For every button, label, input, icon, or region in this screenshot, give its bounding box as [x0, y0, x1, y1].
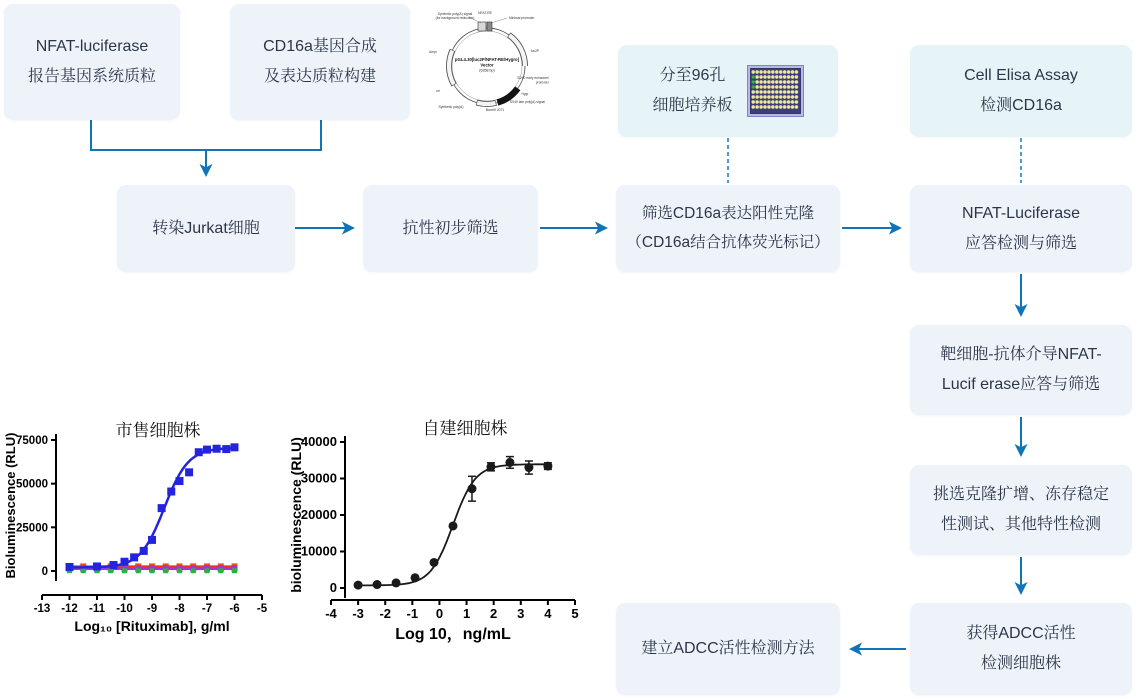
box-label: Lucif erase应答与筛选	[941, 376, 1101, 393]
box-label: 检测细胞株	[980, 655, 1061, 672]
box-label: 挑选克隆扩增、冻存稳定	[932, 486, 1109, 504]
box-label: 检测CD16a	[980, 97, 1062, 114]
box-label: 性测试、其他特性检测	[940, 516, 1101, 533]
svg-text:-9: -9	[146, 603, 158, 615]
svg-text:bioluminescence (RLU): bioluminescence (RLU)	[288, 437, 304, 593]
svg-text:SV40 early enhancer/: SV40 early enhancer/	[517, 76, 549, 80]
box-label: （CD16a结合抗体荧光标记）	[626, 233, 830, 251]
box-label: 及表达质粒构建	[263, 68, 376, 85]
chart-commercial-cell-line	[0, 400, 270, 640]
svg-text:-13: -13	[33, 603, 51, 615]
flow-box-clone-expansion	[910, 465, 1132, 555]
box-label: NFAT-luciferase	[35, 38, 149, 56]
box-label: 建立ADCC活性检测方法	[641, 640, 815, 658]
box-label: 分至96孔	[659, 67, 726, 85]
svg-text:1: 1	[462, 606, 471, 621]
flow-box-cell-elisa	[910, 45, 1132, 137]
svg-text:(for background reduction): (for background reduction)	[435, 16, 475, 20]
flow-box-obtain-adcc-cell-line	[910, 603, 1132, 695]
svg-text:3: 3	[517, 606, 525, 621]
svg-text:-10: -10	[116, 603, 133, 615]
svg-text:NFAT-RE: NFAT-RE	[478, 11, 492, 15]
svg-text:20000: 20000	[300, 507, 337, 522]
svg-text:0: 0	[329, 580, 337, 595]
svg-text:(6358 bp): (6358 bp)	[479, 68, 495, 73]
box-label: Cell Elisa Assay	[964, 67, 1078, 85]
flow-box-establish-adcc-method	[616, 603, 840, 695]
96-well-plate-icon	[747, 65, 804, 117]
svg-text:pGL4.30[luc2P/NFAT-RE/Hygro]: pGL4.30[luc2P/NFAT-RE/Hygro]	[454, 57, 520, 62]
svg-text:-1: -1	[406, 606, 419, 621]
svg-text:市售细胞株: 市售细胞株	[115, 421, 201, 440]
svg-text:Ampr: Ampr	[429, 50, 437, 54]
box-label: 筛选CD16a表达阳性克隆	[641, 204, 815, 222]
svg-text:SV40 late poly(A) signal: SV40 late poly(A) signal	[509, 100, 545, 104]
box-label: NFAT-Luciferase	[962, 204, 1080, 222]
box-label: 细胞培养板	[652, 97, 733, 114]
box-label: 抗性初步筛选	[402, 219, 499, 237]
plasmid-center-title	[455, 57, 520, 73]
svg-text:-12: -12	[61, 603, 78, 615]
box-label: 靶细胞-抗体介导NFAT-	[940, 346, 1102, 364]
svg-text:40000: 40000	[300, 434, 337, 449]
svg-text:10000: 10000	[300, 543, 337, 559]
chart-inhouse-cell-line	[285, 400, 590, 645]
svg-text:-6: -6	[229, 603, 240, 615]
svg-text:Log 10，ng/mL: Log 10，ng/mL	[395, 626, 511, 643]
flow-box-screen-positive-clones	[616, 185, 840, 272]
box-label: 获得ADCC活性	[966, 625, 1076, 643]
flow-box-nfat-luciferase-response	[910, 185, 1132, 272]
svg-text:50000: 50000	[16, 478, 48, 491]
flow-box-96well-plate	[618, 45, 838, 137]
svg-text:Log₁₀ [Rituximab], g/ml: Log₁₀ [Rituximab], g/ml	[74, 618, 230, 634]
svg-text:-8: -8	[174, 603, 185, 615]
svg-text:ori: ori	[436, 89, 440, 93]
svg-text:-5: -5	[256, 603, 268, 615]
svg-text:-11: -11	[89, 603, 105, 615]
svg-text:-4: -4	[325, 606, 337, 621]
flow-box-nfat-plasmid	[4, 4, 180, 120]
box-label: 应答检测与筛选	[964, 234, 1077, 252]
flow-box-transfect-jurkat	[117, 185, 295, 272]
box-label: CD16a基因合成	[263, 38, 377, 56]
svg-text:Bioluminescence (RLU): Bioluminescence (RLU)	[3, 432, 18, 579]
svg-text:5: 5	[571, 606, 579, 621]
plasmid-map-icon	[425, 6, 550, 118]
svg-text:luc2P: luc2P	[530, 49, 540, 53]
svg-text:30000: 30000	[300, 470, 337, 486]
svg-text:0: 0	[435, 606, 444, 621]
svg-text:BamHI 2071: BamHI 2071	[485, 108, 505, 112]
svg-text:0: 0	[41, 566, 48, 578]
svg-text:-3: -3	[352, 606, 364, 621]
svg-text:-7: -7	[201, 603, 213, 615]
box-label: 转染Jurkat细胞	[152, 219, 260, 237]
svg-text:4: 4	[544, 606, 552, 621]
box-label: 报告基因系统质粒	[27, 68, 156, 85]
svg-text:Vector: Vector	[480, 62, 494, 68]
svg-text:-2: -2	[379, 606, 392, 621]
svg-text:25000: 25000	[16, 522, 48, 535]
svg-text:75000: 75000	[16, 435, 48, 447]
svg-text:promoter: promoter	[535, 80, 549, 85]
flow-box-target-cell-mediated	[910, 325, 1132, 415]
svg-text:Synthetic poly(A): Synthetic poly(A)	[438, 105, 464, 109]
flow-box-cd16a-plasmid	[230, 4, 410, 120]
flow-box-resistance-screen	[363, 185, 538, 272]
svg-text:Minimal promoter: Minimal promoter	[509, 16, 535, 20]
svg-text:Hygr: Hygr	[521, 92, 529, 96]
svg-text:自建细胞株: 自建细胞株	[422, 419, 508, 438]
svg-text:2: 2	[490, 606, 498, 621]
svg-text:Synthetic poly(A) signal: Synthetic poly(A) signal	[437, 12, 473, 16]
